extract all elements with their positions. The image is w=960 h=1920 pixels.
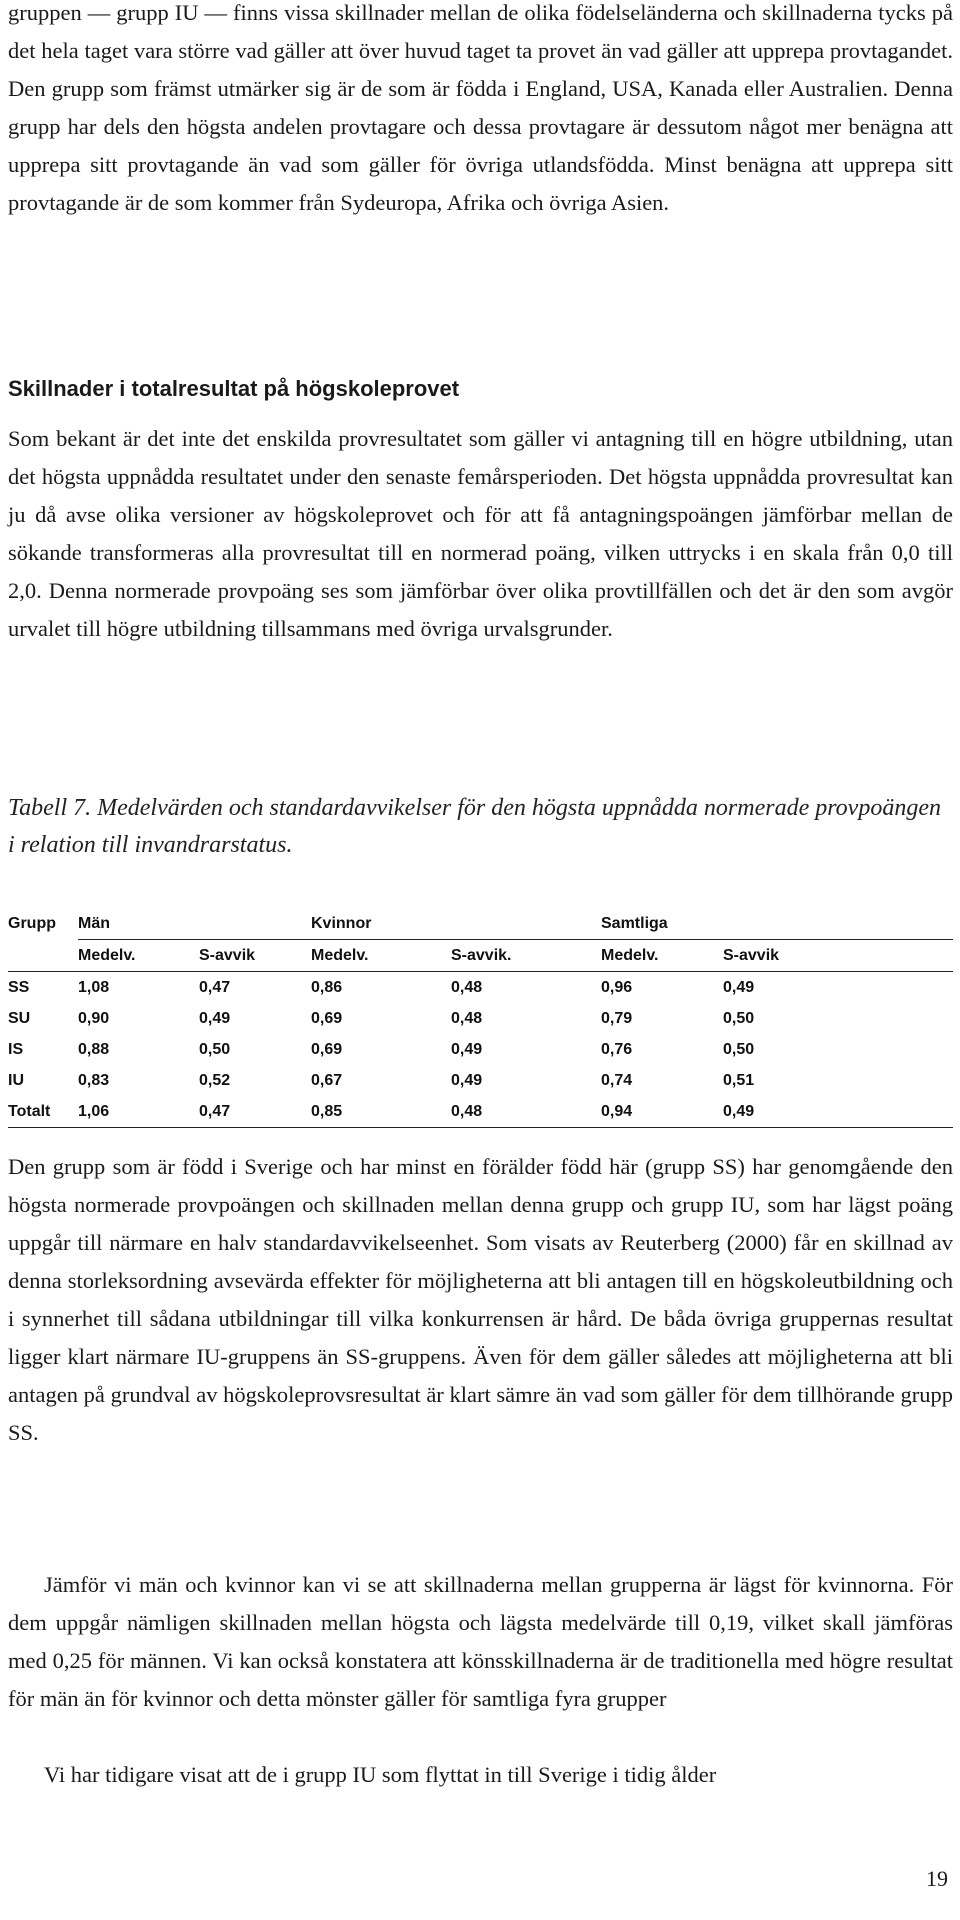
cell: 0,48 <box>451 978 483 996</box>
cell: 0,49 <box>723 1102 755 1120</box>
table-header-groups <box>8 908 953 940</box>
header-man: Män <box>78 908 311 940</box>
cell: 0,67 <box>311 1071 343 1089</box>
row-label: Totalt <box>8 1102 51 1120</box>
subheader: Medelv. <box>78 946 136 964</box>
cell: 1,08 <box>78 978 110 996</box>
row-label: IS <box>8 1040 24 1058</box>
table-header-sub <box>8 940 953 972</box>
cell: 0,76 <box>601 1040 633 1058</box>
header-samtliga: Samtliga <box>601 908 953 940</box>
cell: 0,83 <box>78 1071 110 1089</box>
header-grupp: Grupp <box>8 914 56 932</box>
row-label: IU <box>8 1071 24 1089</box>
table-row <box>8 1003 953 1034</box>
row-label: SS <box>8 978 30 996</box>
cell: 0,47 <box>199 1102 231 1120</box>
cell: 0,94 <box>601 1102 633 1120</box>
cell: 0,52 <box>199 1071 231 1089</box>
table-caption: Tabell 7. Medelvärden och standardavvikelser för den högsta uppnådda normerade provpoängen i relation till invandrarstatus. <box>8 795 941 858</box>
table-row <box>8 1034 953 1065</box>
paragraph-final: Vi har tidigare visat att de i grupp IU som flyttat in till Sverige i tidig ålder <box>44 1762 717 1787</box>
paragraph-gender: Jämför vi män och kvinnor kan vi se att skillnaderna mellan grupperna är lägst för kvinnorna. För dem uppgår nämligen skillnaden mellan högsta och lägsta medelvärde till 0,19, vilket skall jämföras med 0,25 för männen. Vi kan också konstatera att könsskillnaderna är de traditionella med högre resultat för män än för kvinnor och detta mönster gäller för samtliga fyra grupper <box>8 1572 953 1711</box>
subheader: Medelv. <box>311 946 369 964</box>
cell: 0,50 <box>199 1040 231 1058</box>
cell: 0,50 <box>723 1009 755 1027</box>
cell: 0,48 <box>451 1102 483 1120</box>
subheader: Medelv. <box>601 946 659 964</box>
cell: 0,86 <box>311 978 343 996</box>
cell: 0,88 <box>78 1040 110 1058</box>
paragraph-section: Som bekant är det inte det enskilda provresultatet som gäller vi antagning till en högre utbildning, utan det högsta uppnådda resultatet under den senaste femårsperioden. Det högsta uppnådda provresultat kan ju då avse olika versioner av högskoleprovet och för att få antagningspoängen jämförbar mellan de sökande transformeras alla provresultat till en normerad poäng, vilken uttrycks i en skala från 0,0 till 2,0. Denna normerade provpoäng ses som jämförbar över olika provtillfällen och det är den som avgör urvalet till högre utbildning tillsammans med övriga urvalsgrunder. <box>8 426 953 641</box>
subheader: S-avvik <box>723 946 780 964</box>
cell: 0,51 <box>723 1071 755 1089</box>
cell: 0,49 <box>451 1040 483 1058</box>
cell: 0,49 <box>199 1009 231 1027</box>
paragraph-intro: gruppen — grupp IU — finns vissa skillnader mellan de olika födelseländerna och skillnaderna tycks på det hela taget vara större vad gäller att över huvud taget ta provet än vad gäller att upprepa provtagandet. Den grupp som främst utmärker sig är de som är födda i England, USA, Kanada eller Australien. Denna grupp har dels den högsta andelen provtagare och dessa provtagare är dessutom något mer benägna att upprepa sitt provtagande än vad som gäller för övriga utlandsfödda. Minst benägna att upprepa sitt provtagande är de som kommer från Sydeuropa, Afrika och övriga Asien. <box>8 0 953 215</box>
cell: 0,48 <box>451 1009 483 1027</box>
table-row <box>8 972 953 1004</box>
cell: 0,49 <box>451 1071 483 1089</box>
subheader: S-avvik. <box>451 946 512 964</box>
row-label: SU <box>8 1009 31 1027</box>
page-number: 19 <box>926 1866 948 1891</box>
subheader: S-avvik <box>199 946 256 964</box>
cell: 0,79 <box>601 1009 633 1027</box>
cell: 0,69 <box>311 1040 343 1058</box>
cell: 0,69 <box>311 1009 343 1027</box>
cell: 0,50 <box>723 1040 755 1058</box>
paragraph-results: Den grupp som är född i Sverige och har minst en förälder född här (grupp SS) har genomgående den högsta normerade provpoängen och skillnaden mellan denna grupp och grupp IU, som har lägst poäng uppgår till närmare en halv standardavvikelseenhet. Som visats av Reuterberg (2000) får en skillnad av denna storleksordning avsevärda effekter för möjligheterna att bli antagen till en högskoleutbildning och i synnerhet till sådana utbildningar till vilka konkurrensen är hård. De båda övriga gruppernas resultat ligger klart närmare IU-gruppens än SS-gruppens. Även för dem gäller således att möjligheterna att bli antagen på grundval av högskoleprovsresultat är klart sämre än vad som gäller för dem tillhörande grupp SS. <box>8 1154 953 1445</box>
cell: 0,47 <box>199 978 231 996</box>
cell: 1,06 <box>78 1102 110 1120</box>
section-heading: Skillnader i totalresultat på högskoleprovet <box>8 376 460 401</box>
data-table <box>8 908 953 1128</box>
cell: 0,90 <box>78 1009 110 1027</box>
header-kvinnor: Kvinnor <box>311 908 601 940</box>
cell: 0,85 <box>311 1102 343 1120</box>
cell: 0,74 <box>601 1071 633 1089</box>
table-row <box>8 1096 953 1128</box>
cell: 0,96 <box>601 978 633 996</box>
table-row <box>8 1065 953 1096</box>
cell: 0,49 <box>723 978 755 996</box>
